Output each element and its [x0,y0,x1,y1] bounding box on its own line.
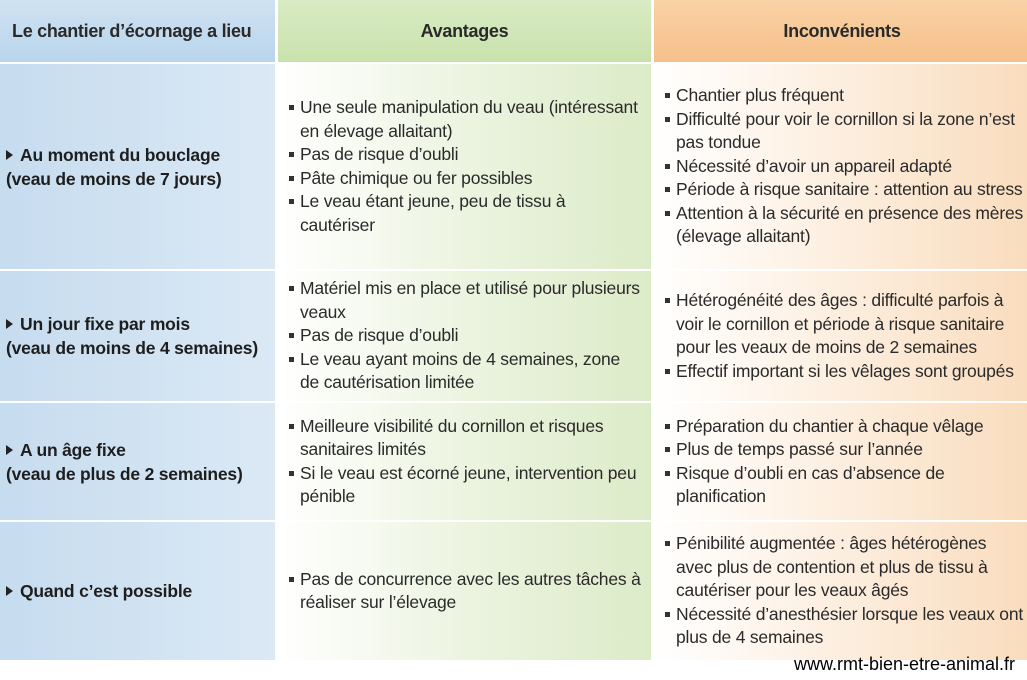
disadvantage-item: Nécessité d’anesthésier lorsque les veaux ont plus de 4 semaines [664,603,1026,650]
disadvantage-item: Préparation du chantier à chaque vêlage [664,415,1026,439]
advantage-item: Pas de concurrence avec les autres tâches à réaliser sur l’élevage [288,568,643,615]
row-label-cell [0,403,275,520]
disadvantage-item: Effectif important si les vêlages sont groupés [664,360,1026,384]
advantage-item: Pâte chimique ou fer possibles [288,167,643,191]
source-url[interactable]: www.rmt-bien-etre-animal.fr [793,654,1015,674]
advantages-cell [278,271,651,401]
disadvantage-item: Attention à la sécurité en présence des mères (élevage allaitant) [664,202,1026,249]
advantage-item: Pas de risque d’oubli [288,324,643,348]
row-label-title: A un âge fixe [20,439,126,460]
advantage-item: Une seule manipulation du veau (intéressant en élevage allaitant) [288,96,643,143]
triangle-right-icon [6,150,13,160]
row-label-cell [0,522,275,660]
disadvantage-item: Hétérogénéité des âges : difficulté parfois à voir le cornillon et période à risque sanitaire pour les veaux de moins de 2 semaines [664,289,1026,360]
disadvantage-item: Plus de temps passé sur l’année [664,438,1026,462]
row-label-cell [0,271,275,401]
advantages-list [288,96,643,237]
disadvantage-item: Pénibilité augmentée : âges hétérogènes avec plus de contention et plus de tissu à cautériser pour les veaux âgés [664,532,1026,603]
row-label-title: Au moment du bouclage [20,144,220,165]
row-label-line1 [6,312,258,336]
row-label [6,438,243,486]
header-advantages: Avantages [278,0,651,62]
advantages-cell [278,522,651,660]
row-label-title: Quand c’est possible [20,581,193,601]
advantage-item: Le veau étant jeune, peu de tissu à cautériser [288,190,643,237]
advantage-item: Le veau ayant moins de 4 semaines, zone de cautérisation limitée [288,348,643,395]
triangle-right-icon [6,319,13,329]
disadvantages-list [664,532,1026,650]
row-label [6,312,258,360]
disadvantage-item: Nécessité d’avoir un appareil adapté [664,155,1026,179]
row-label [6,579,192,603]
disadvantages-cell [654,64,1027,269]
advantages-list [288,568,643,615]
row-label [6,143,222,191]
disadvantage-item: Difficulté pour voir le cornillon si la zone n’est pas tondue [664,108,1026,155]
disadvantage-item: Risque d’oubli en cas d’absence de planification [664,462,1026,509]
row-label-line1 [6,579,192,603]
header-disadvantages: Inconvénients [654,0,1027,62]
row-label-title: Un jour fixe par mois [20,314,190,334]
disadvantages-cell [654,522,1027,660]
row-label-cell [0,64,275,269]
header-timing: Le chantier d’écornage a lieu [0,0,275,62]
triangle-right-icon [6,586,13,596]
row-label-subtitle: (veau de plus de 2 semaines) [6,463,243,484]
triangle-right-icon [6,445,13,455]
disadvantages-list [664,84,1026,249]
disadvantage-item: Chantier plus fréquent [664,84,1026,108]
advantage-item: Meilleure visibilité du cornillon et risques sanitaires limités [288,415,643,462]
disadvantages-list [664,415,1026,509]
advantages-cell [278,64,651,269]
disadvantage-item: Période à risque sanitaire : attention au stress [664,178,1026,202]
row-label-subtitle: (veau de moins de 7 jours) [6,168,222,189]
row-label-line1 [6,143,222,167]
advantages-list [288,277,643,395]
advantage-item: Matériel mis en place et utilisé pour plusieurs veaux [288,277,643,324]
row-label-subtitle: (veau de moins de 4 semaines) [6,338,258,358]
disadvantages-cell [654,271,1027,401]
advantages-list [288,415,643,509]
advantage-item: Si le veau est écorné jeune, intervention peu pénible [288,462,643,509]
disadvantages-list [664,289,1026,383]
disadvantages-cell [654,403,1027,520]
advantage-item: Pas de risque d’oubli [288,143,643,167]
row-label-line1 [6,438,243,462]
advantages-cell [278,403,651,520]
